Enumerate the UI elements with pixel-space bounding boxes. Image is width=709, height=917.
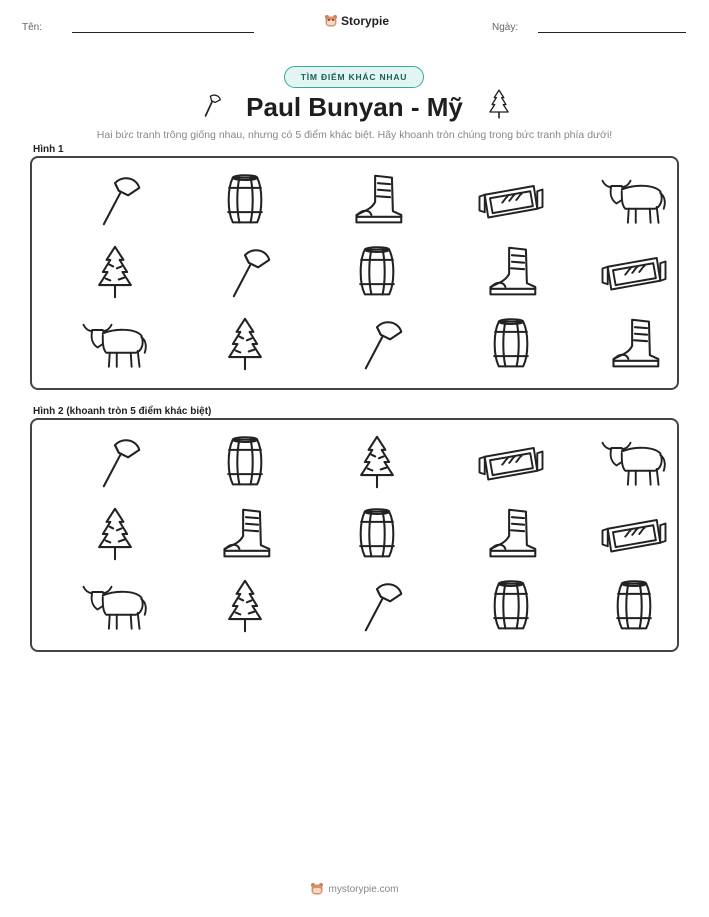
barrel-icon[interactable]	[599, 578, 669, 634]
panel-2-label: Hình 2 (khoanh tròn 5 điểm khác biệt)	[33, 406, 212, 417]
ox-icon[interactable]	[599, 172, 669, 228]
axe-icon[interactable]	[342, 578, 412, 634]
boot-icon[interactable]	[476, 244, 546, 300]
ox-icon[interactable]	[599, 434, 669, 490]
pine-tree-icon[interactable]	[210, 316, 280, 372]
footer	[0, 882, 709, 896]
pine-tree-icon[interactable]	[80, 244, 150, 300]
axe-icon[interactable]	[210, 244, 280, 300]
griddle-icon[interactable]	[599, 244, 669, 300]
boot-icon[interactable]	[342, 172, 412, 228]
date-label: Ngày:	[492, 22, 519, 33]
pine-tree-icon[interactable]	[210, 578, 280, 634]
worksheet-type-badge: TÌM ĐIỂM KHÁC NHAU	[284, 66, 424, 88]
name-field[interactable]	[72, 32, 254, 33]
ox-icon[interactable]	[80, 578, 150, 634]
panel-1-label: Hình 1	[33, 144, 64, 155]
storypie-bear-icon	[324, 14, 338, 28]
brand-name: Storypie	[341, 14, 390, 28]
barrel-icon[interactable]	[476, 316, 546, 372]
boot-icon[interactable]	[210, 506, 280, 562]
boot-icon[interactable]	[599, 316, 669, 372]
pine-tree-icon[interactable]	[342, 434, 412, 490]
page-title: Paul Bunyan - Mỹ	[246, 92, 463, 122]
date-field[interactable]	[538, 32, 686, 33]
panel-1	[30, 156, 679, 390]
barrel-icon[interactable]	[210, 172, 280, 228]
barrel-icon[interactable]	[210, 434, 280, 490]
boot-icon[interactable]	[476, 506, 546, 562]
barrel-icon[interactable]	[342, 244, 412, 300]
panel-2	[30, 418, 679, 652]
ox-icon[interactable]	[80, 316, 150, 372]
name-label: Tên:	[22, 22, 43, 33]
instructions: Hai bức tranh trông giống nhau, nhưng có 5 điểm khác biệt. Hãy khoanh tròn chúng trong bức tranh phía dưới!	[96, 129, 613, 141]
footer-url[interactable]: mystorypie.com	[328, 883, 399, 895]
pine-tree-icon[interactable]	[80, 506, 150, 562]
brand-logo	[324, 14, 389, 28]
axe-icon[interactable]	[342, 316, 412, 372]
griddle-icon[interactable]	[476, 172, 546, 228]
griddle-icon[interactable]	[599, 506, 669, 562]
axe-icon[interactable]	[80, 434, 150, 490]
storypie-footer-icon	[310, 882, 324, 896]
griddle-icon[interactable]	[476, 434, 546, 490]
axe-icon[interactable]	[80, 172, 150, 228]
barrel-icon[interactable]	[476, 578, 546, 634]
barrel-icon[interactable]	[342, 506, 412, 562]
title-tree-icon	[488, 88, 510, 120]
